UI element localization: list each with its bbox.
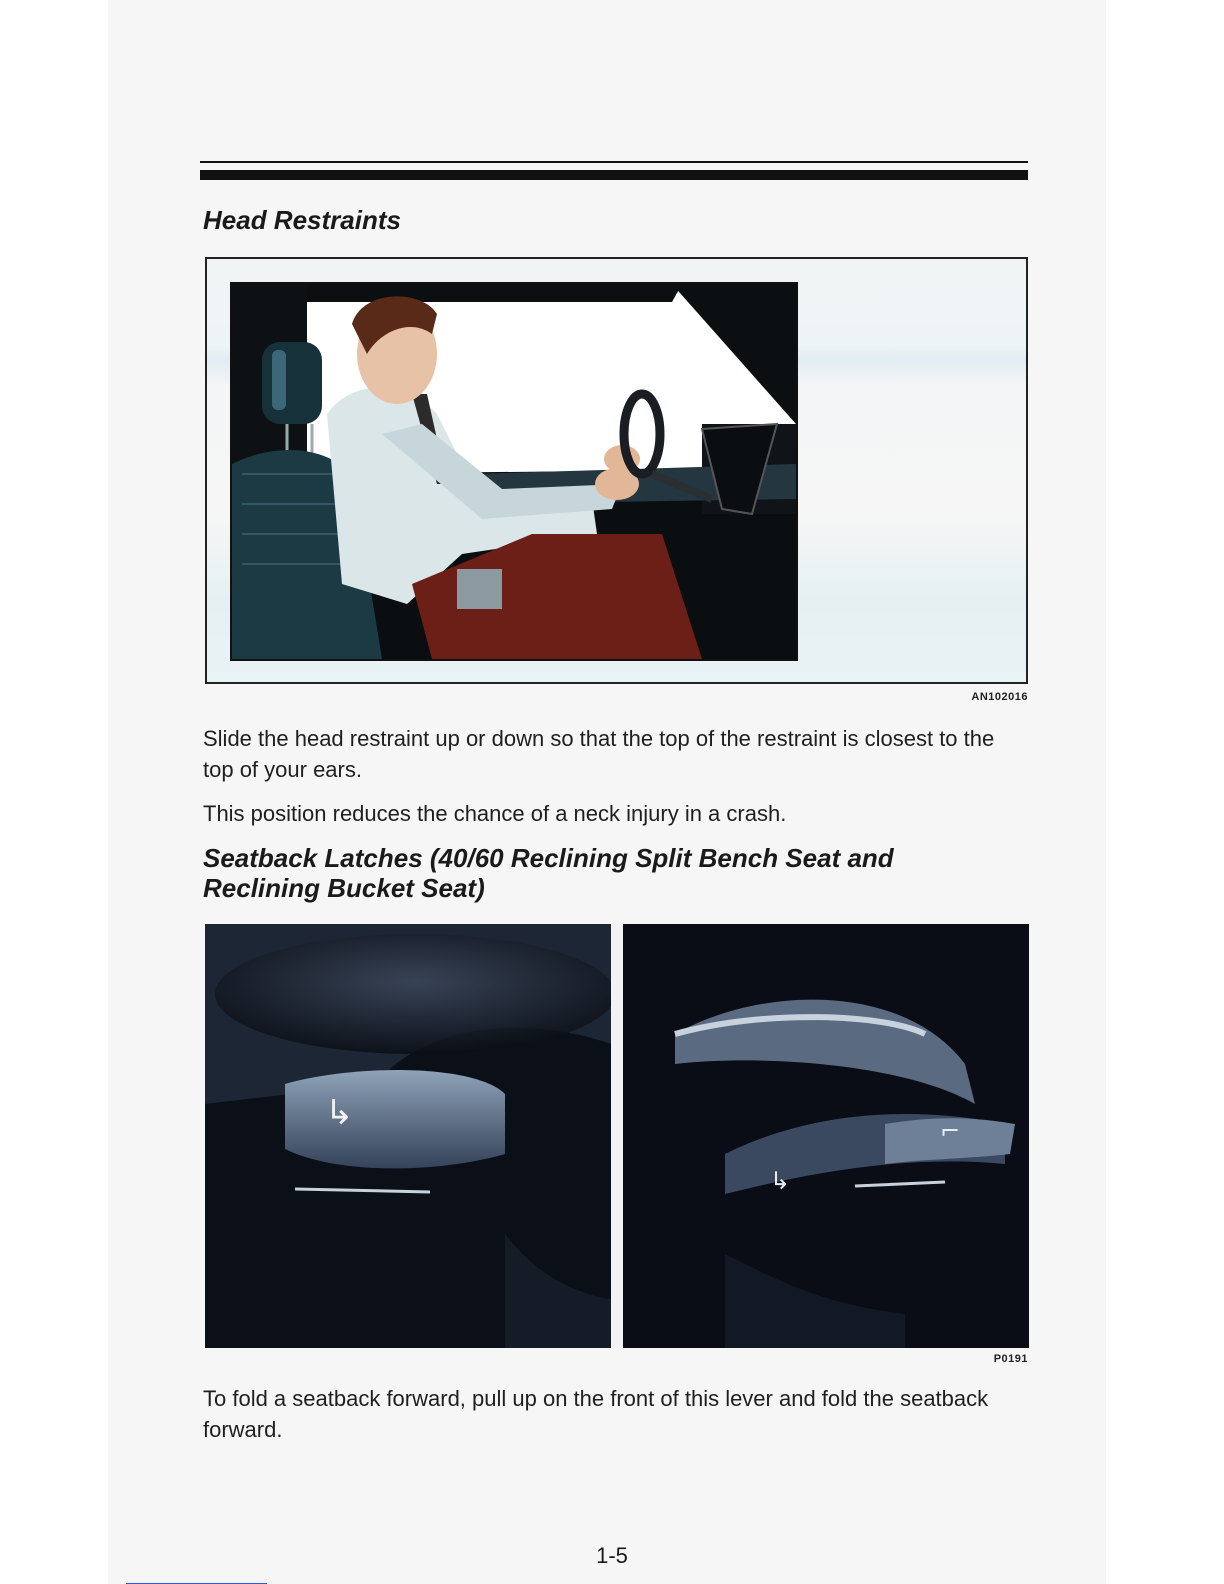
svg-text:⌐: ⌐ [940,1117,961,1145]
section-heading-head-restraints: Head Restraints [203,205,401,235]
section-heading-seatback-latches: Seatback Latches (40/60 Reclining Split Bench Seat and Reclining Bucket Seat) [203,843,894,903]
body-paragraph: This position reduces the chance of a neck injury in a crash. [203,801,787,826]
body-paragraph: Slide the head restraint up or down so that the top of the restraint is closest to the top of your ears. [203,726,995,782]
page-number: 1-5 [596,1543,628,1568]
header-rule-thick [200,170,1028,180]
head-restraint-illustration [230,282,798,661]
svg-text:↳: ↳ [325,1093,354,1133]
figure-code: AN102016 [971,691,1028,703]
figure-code: P0191 [993,1353,1028,1365]
seatback-latch-photos [205,924,1029,1348]
svg-text:↳: ↳ [770,1167,791,1195]
header-rule-thin [200,161,1028,163]
photo-divider [611,924,623,1348]
body-paragraph: To fold a seatback forward, pull up on the front of this lever and fold the seatback forward. [203,1386,989,1442]
